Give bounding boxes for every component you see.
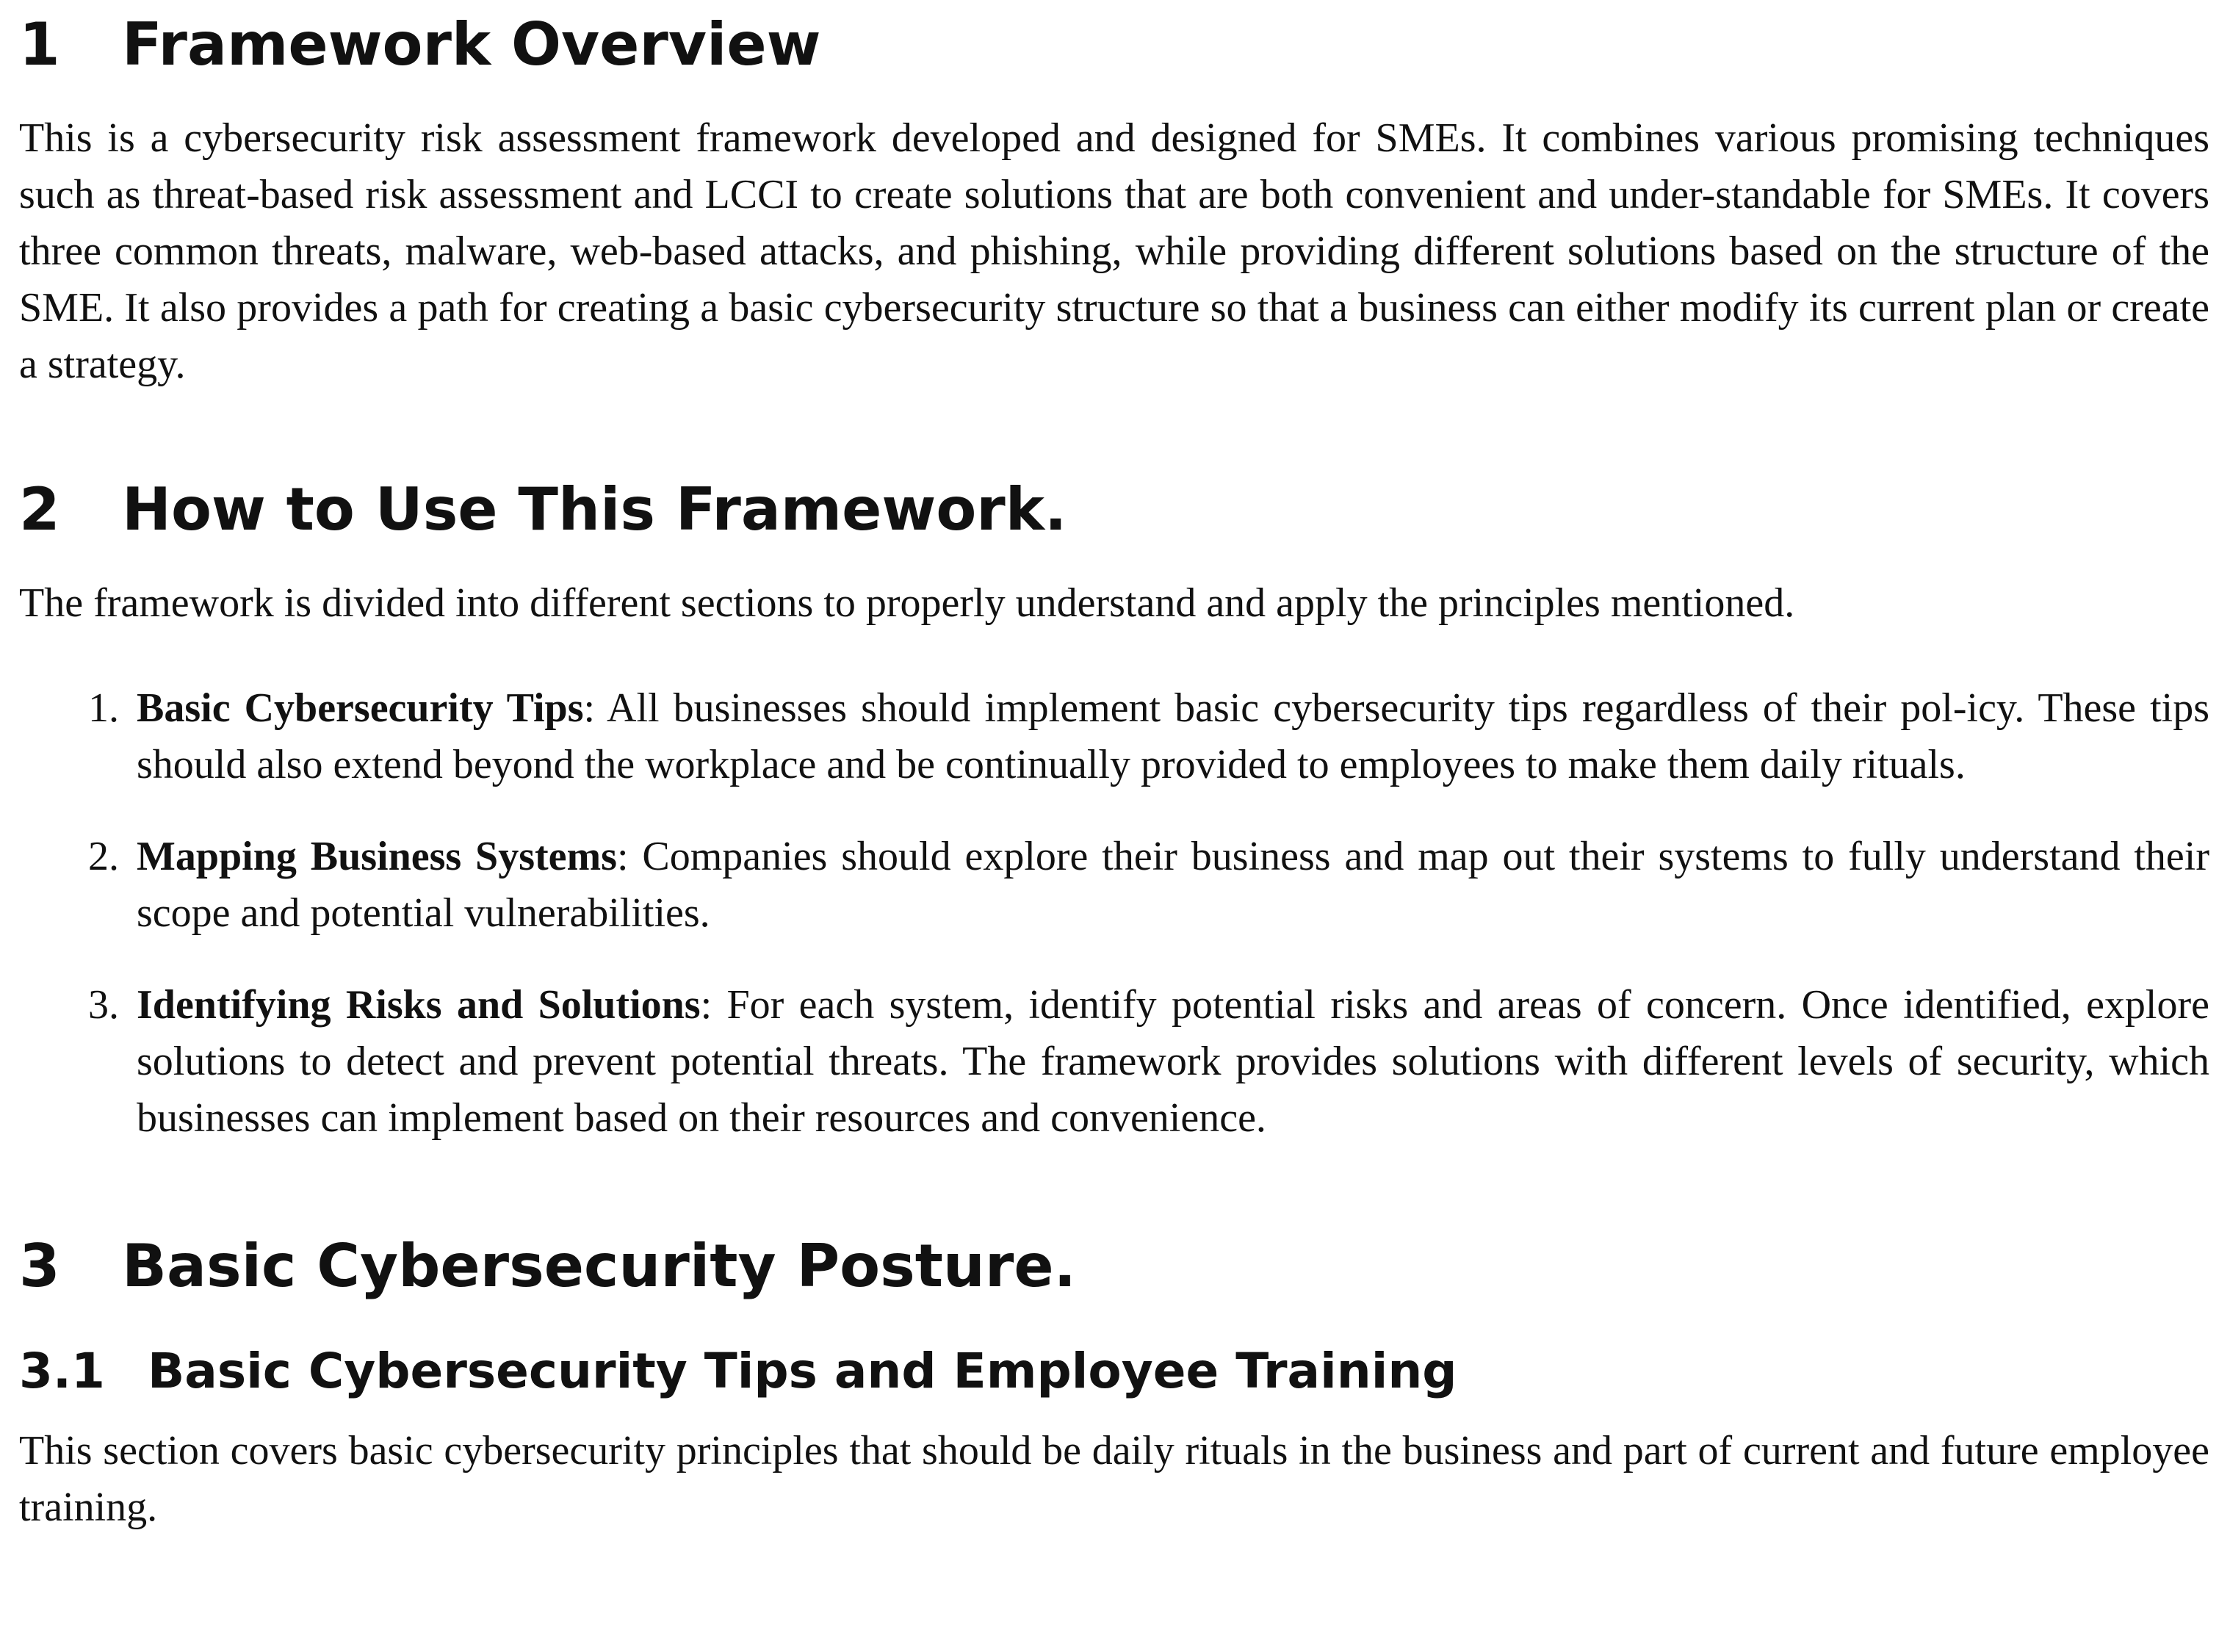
section-number: 2 [19, 475, 60, 544]
section-title: How to Use This Framework. [122, 475, 1067, 544]
numbered-list [19, 680, 2209, 1147]
subsection-paragraph: This section covers basic cybersecurity principles that should be daily rituals in the business and part of current and future employee training. [19, 1428, 2209, 1530]
subsection-heading [19, 1335, 2209, 1408]
section-heading [19, 1226, 2209, 1307]
list-item-term: Identifying Risks and Solutions [137, 982, 701, 1028]
list-item-text [137, 977, 2209, 1147]
list-item [19, 829, 2209, 942]
section-number: 3 [19, 1232, 60, 1300]
list-item-number: 3. [88, 982, 119, 1028]
section-title: Framework Overview [122, 10, 821, 79]
list-item [19, 680, 2209, 793]
list-item-text [137, 680, 2209, 793]
subsection-number: 3.1 [19, 1343, 105, 1399]
list-item-number: 1. [88, 685, 119, 731]
section-heading [19, 4, 2209, 85]
list-item-description: : For each system, identify potential risks and areas of concern. Once identified, explore solutions to detect and prevent potential threats. The framework provides solutions with different levels of security, which businesses can implement based on their resources and convenience. [137, 982, 2209, 1141]
section-heading [19, 469, 2209, 550]
section-paragraph: This is a cybersecurity risk assessment framework developed and designed for SMEs. It combines various promising techniques such as threat-based risk assessment and LCCI to create solutions that are both convenient and under-standable for SMEs. It covers three common threats, malware, web-based attacks, and phishing, while providing different solutions based on the structure of the SME. It also provides a path for creating a basic cybersecurity structure so that a business can either modify its current plan or create a strategy. [19, 115, 2209, 387]
list-item-number: 2. [88, 834, 119, 879]
list-item-text [137, 829, 2209, 942]
section-number: 1 [19, 10, 60, 79]
list-item-description: : Companies should explore their business and map out their systems to fully understand their scope and potential vulnerabilities. [137, 834, 2209, 936]
list-item-term: Mapping Business Systems [137, 834, 617, 879]
list-item-term: Basic Cybersecurity Tips [137, 685, 584, 731]
section-paragraph: The framework is divided into different sections to properly understand and apply the principles mentioned. [19, 580, 1795, 626]
list-item [19, 977, 2209, 1147]
list-item-description: : All businesses should implement basic cybersecurity tips regardless of their pol-icy. These tips should also extend beyond the workplace and be continually provided to employees to make them daily rituals. [137, 685, 2210, 787]
subsection-title: Basic Cybersecurity Tips and Employee Training [148, 1343, 1457, 1399]
section-title: Basic Cybersecurity Posture. [122, 1232, 1076, 1300]
